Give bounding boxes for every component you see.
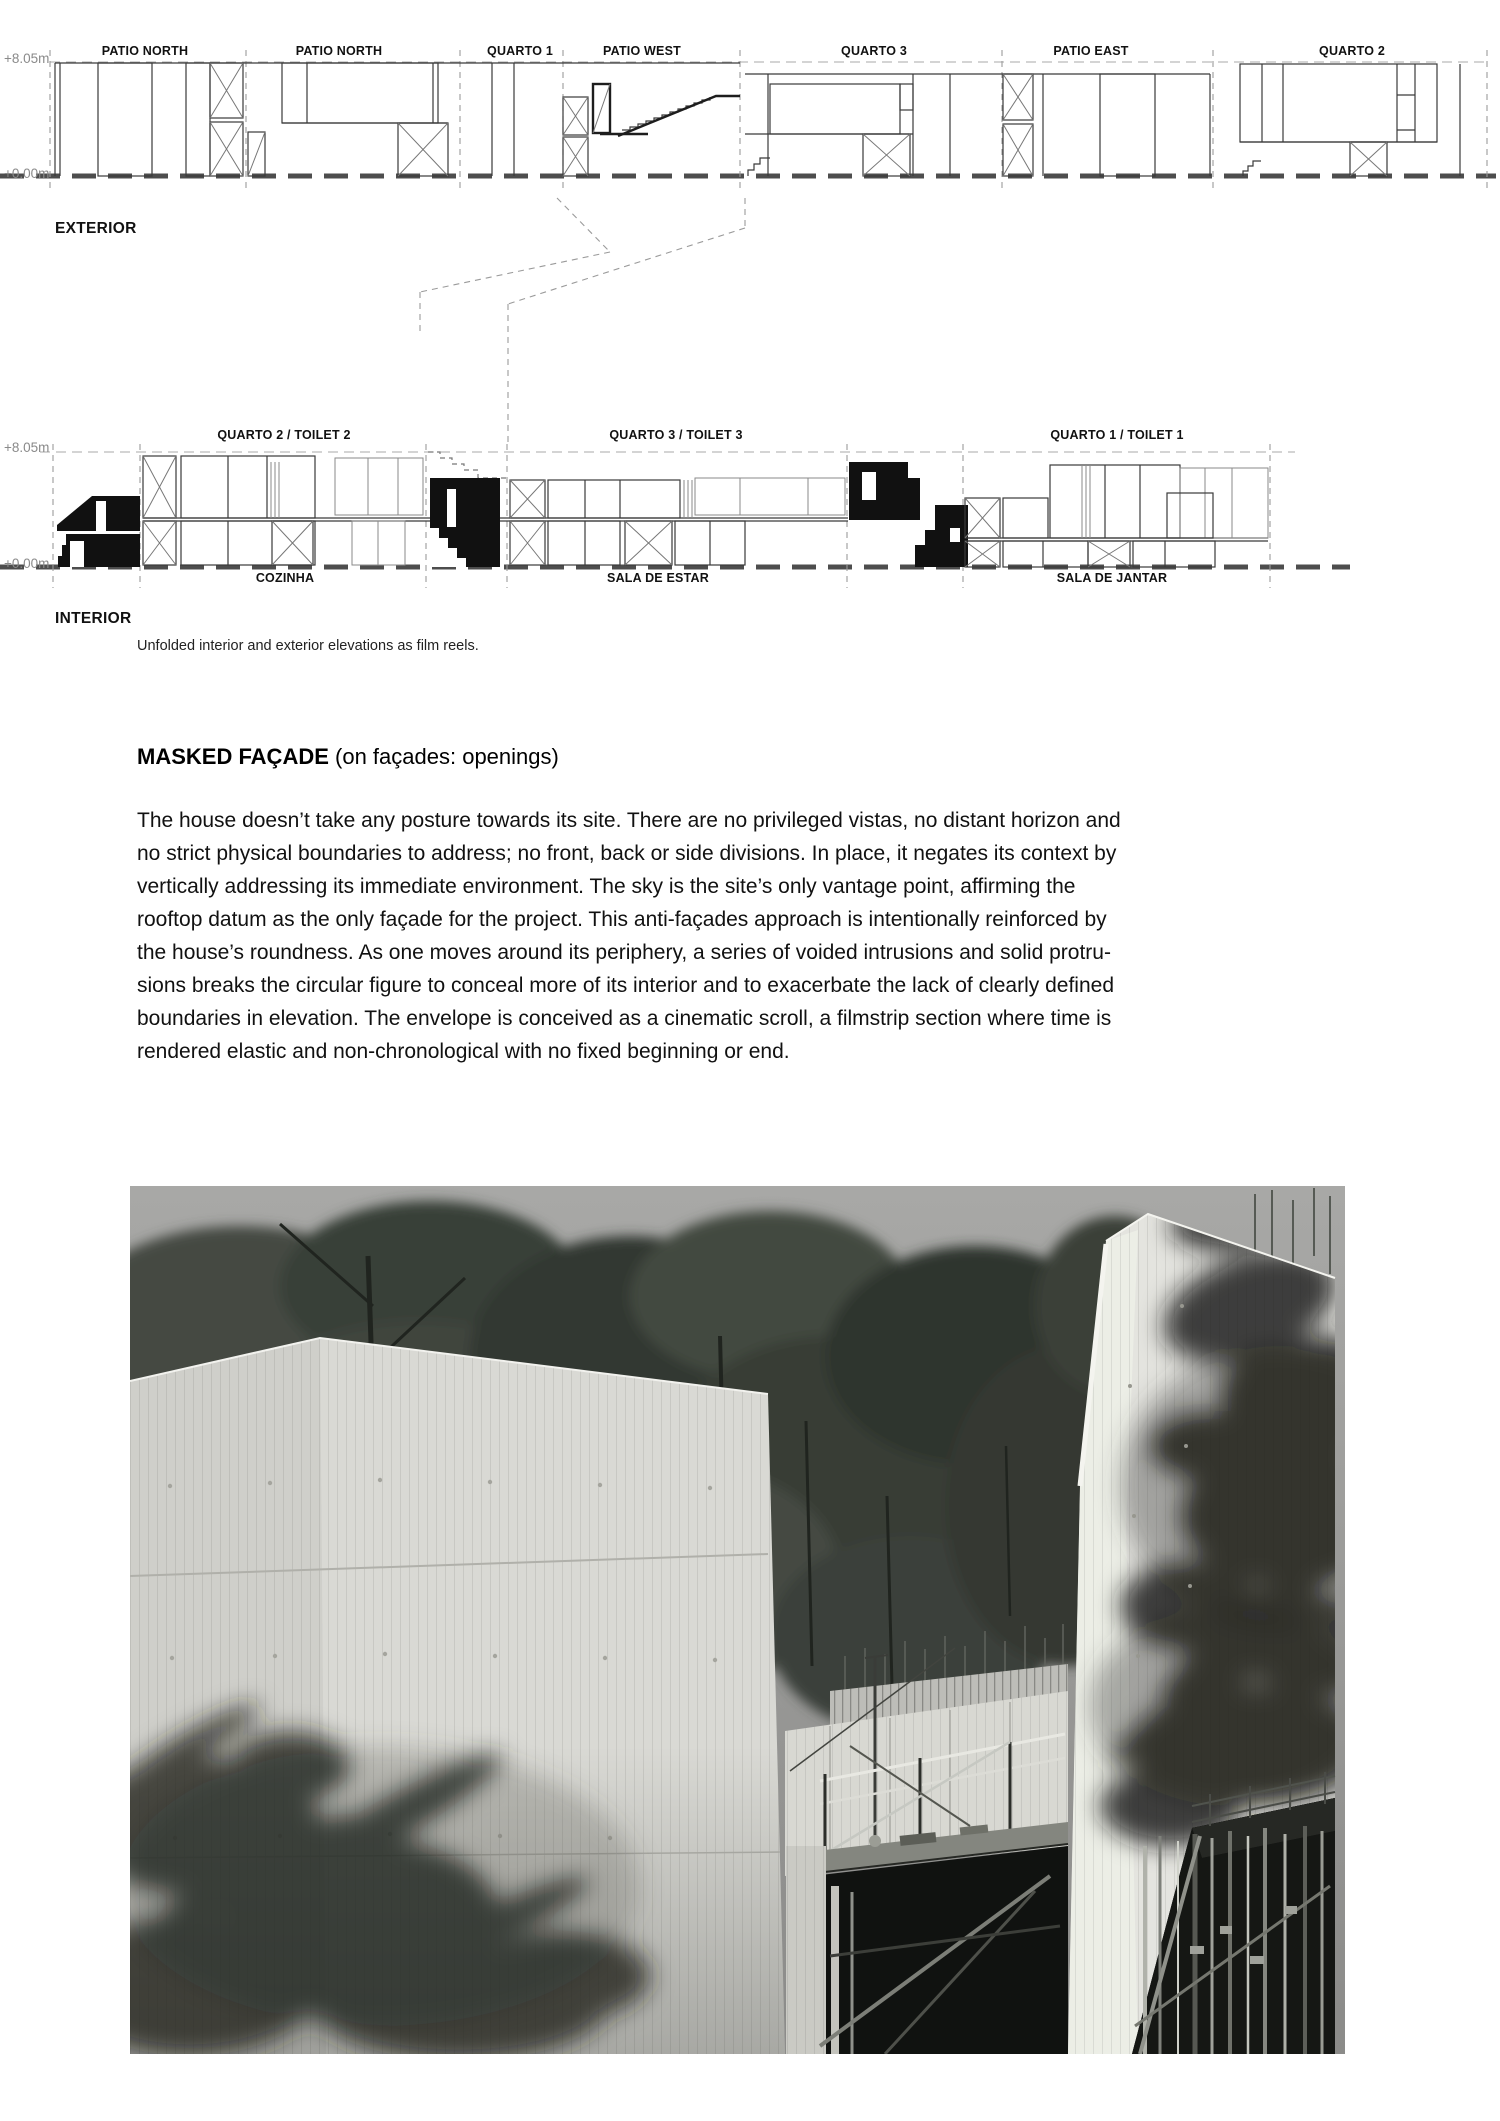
interior-room-label-bottom: COZINHA [255, 571, 315, 585]
interior-room-label-top: QUARTO 2 / TOILET 2 [217, 428, 351, 442]
interior-linework [57, 452, 1268, 567]
section-heading-bold: MASKED FAÇADE [137, 744, 329, 769]
body-line: rooftop datum as the only façade for the project. This anti-façades approach is intentionally reinforced by [137, 908, 1107, 931]
interior-room-label-bottom: SALA DE JANTAR [1056, 571, 1168, 585]
construction-photo [130, 1186, 1345, 2054]
exterior-strip-label: EXTERIOR [55, 220, 137, 237]
body-line: boundaries in elevation. The envelope is conceived as a cinematic scroll, a filmstrip section where time is [137, 1007, 1112, 1030]
construction-photo-art [130, 1186, 1345, 2054]
interior-room-label-bottom: SALA DE ESTAR [607, 571, 709, 585]
body-line: the house’s roundness. As one moves around its periphery, a series of voided intrusions and solid protru- [137, 941, 1111, 964]
exterior-segment-label: PATIO NORTH [101, 44, 189, 58]
reel-connector-guides [0, 0, 1500, 450]
section-heading [137, 744, 559, 770]
section-heading-note: (on façades: openings) [328, 744, 559, 769]
figure-caption: Unfolded interior and exterior elevations as film reels. [137, 638, 479, 654]
body-line: vertically addressing its immediate environment. The sky is the site’s only vantage point, affirming the [137, 875, 1076, 898]
exterior-segment-label: QUARTO 2 [1319, 44, 1385, 58]
interior-room-label-top: QUARTO 3 / TOILET 3 [609, 428, 743, 442]
interior-strip-label: INTERIOR [55, 610, 132, 627]
exterior-segment-label: PATIO EAST [1053, 44, 1129, 58]
exterior-level-top: +8.05m [4, 51, 50, 66]
interior-level-top: +8.05m [4, 440, 50, 455]
body-line: The house doesn’t take any posture towards its site. There are no privileged vistas, no distant horizon and [137, 809, 1121, 832]
body-line: sions breaks the circular figure to conceal more of its interior and to exacerbate the lack of clearly defined [137, 974, 1115, 997]
exterior-level-bottom: +0.00m [4, 166, 50, 181]
exterior-segment-label: QUARTO 3 [841, 44, 907, 58]
body-line: rendered elastic and non-chronological with no fixed beginning or end. [137, 1040, 790, 1063]
interior-elevation-drawing [0, 430, 1500, 610]
body-paragraph [137, 804, 1347, 1068]
exterior-segment-label: PATIO WEST [603, 44, 681, 58]
body-line: no strict physical boundaries to address; no front, back or side divisions. In place, it negates its context by [137, 842, 1117, 865]
under-platform-void [786, 1846, 1068, 2054]
left-concrete-volume [130, 1326, 790, 2054]
interior-level-bottom: +0.00m [4, 556, 50, 571]
exterior-segment-label: QUARTO 1 [487, 44, 553, 58]
interior-room-label-top: QUARTO 1 / TOILET 1 [1050, 428, 1184, 442]
exterior-segment-label: PATIO NORTH [295, 44, 383, 58]
